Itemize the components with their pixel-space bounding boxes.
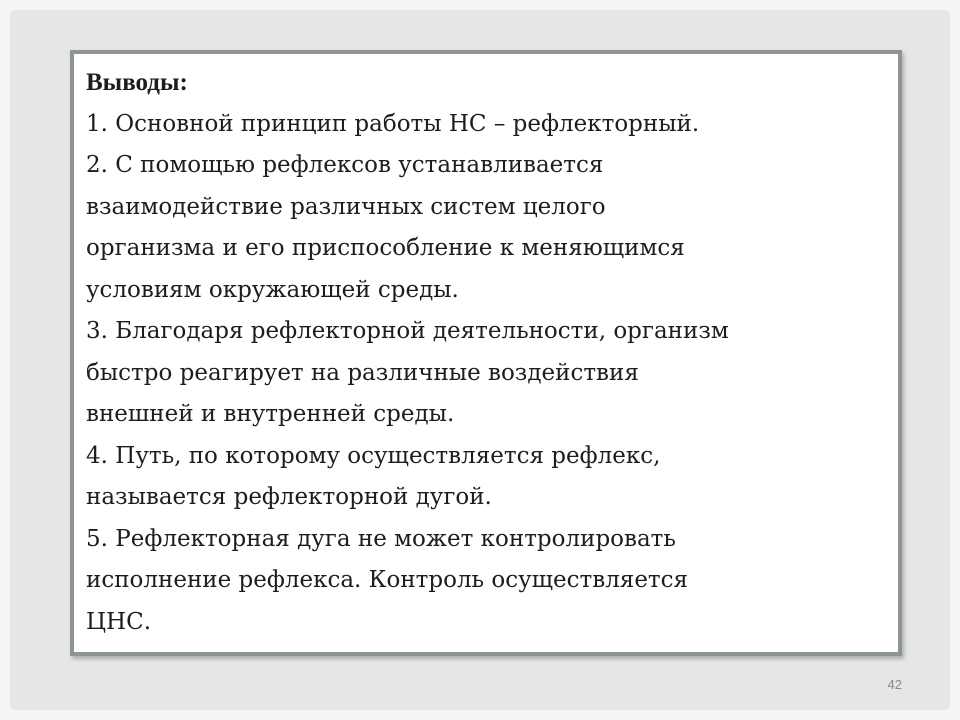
slide-page-number: 42 bbox=[887, 677, 902, 692]
text-line-4: организма и его приспособление к меняющимся bbox=[86, 235, 685, 261]
text-line-9: 4. Путь, по которому осуществляется рефлекс, bbox=[86, 442, 661, 469]
text-line-7: быстро реагирует на различные воздействия bbox=[86, 359, 639, 386]
text-line-2: 2. С помощью рефлексов устанавливается bbox=[86, 152, 604, 178]
text-line-13: ЦНС. bbox=[86, 608, 152, 635]
text-line-1: 1. Основной принцип работы НС – рефлекторный. bbox=[86, 110, 700, 137]
conclusions-text bbox=[86, 62, 888, 643]
text-line-6: 3. Благодаря рефлекторной деятельности, организм bbox=[86, 318, 729, 344]
text-line-8: внешней и внутренней среды. bbox=[86, 401, 455, 427]
text-line-3: взаимодействие различных систем целого bbox=[86, 193, 606, 220]
conclusions-heading: Выводы: bbox=[86, 69, 188, 96]
text-line-11: 5. Рефлекторная дуга не может контролировать bbox=[86, 525, 676, 552]
conclusions-text-box bbox=[70, 50, 902, 656]
text-line-10: называется рефлекторной дугой. bbox=[86, 484, 492, 510]
text-line-12: исполнение рефлекса. Контроль осуществляется bbox=[86, 567, 689, 593]
text-line-5: условиям окружающей среды. bbox=[86, 276, 459, 303]
